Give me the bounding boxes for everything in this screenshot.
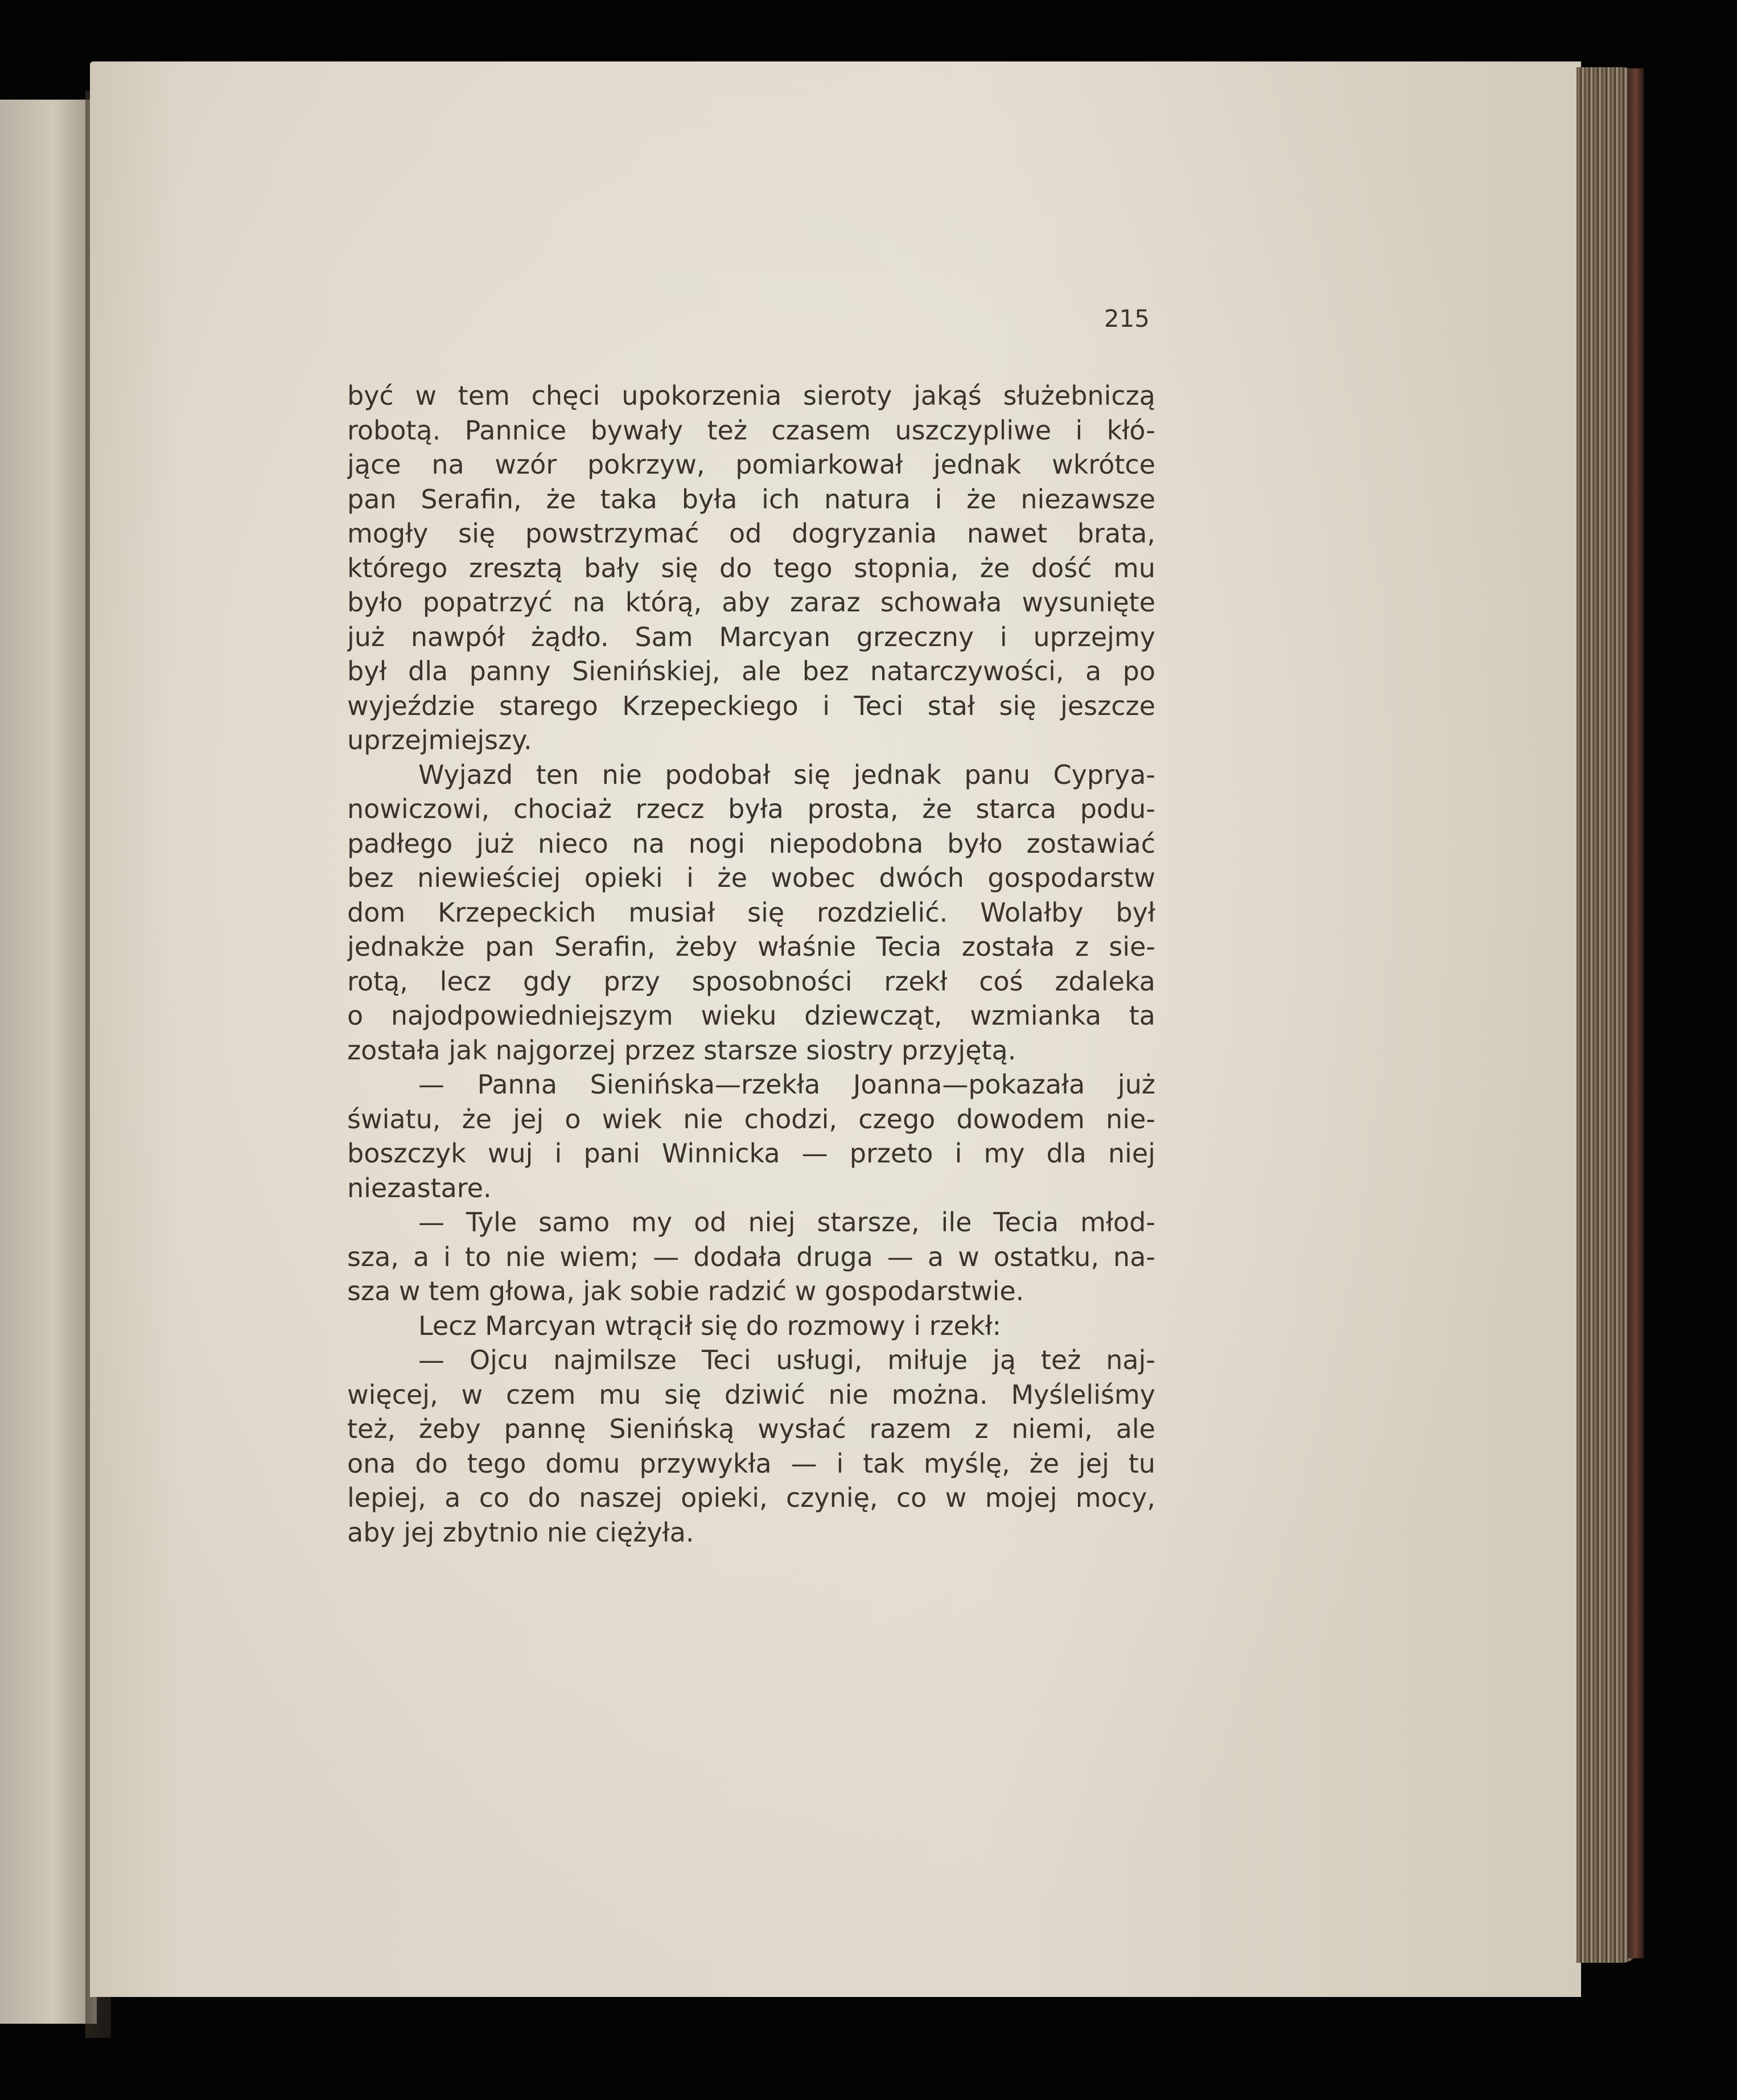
text-line: więcej, w czem mu się dziwić nie można. Myśleliśmy (347, 1379, 1155, 1410)
text-line: o najodpowiedniejszym wieku dziewcząt, wzmianka ta (347, 1000, 1155, 1031)
text-line: niezastare. (347, 1172, 492, 1203)
body-text (347, 379, 1155, 1550)
text-line: robotą. Pannice bywały też czasem uszczypliwe i kłó- (347, 414, 1155, 446)
text-line: sza w tem głowa, jak sobie radzić w gospodarstwie. (347, 1276, 1024, 1306)
text-line: też, żeby pannę Sienińską wysłać razem z niemi, ale (347, 1413, 1155, 1444)
text-line: została jak najgorzej przez starsze siostry przyjętą. (347, 1034, 1016, 1066)
left-page-edge (0, 100, 97, 2024)
text-line: uprzejmiejszy. (347, 725, 532, 755)
text-line: aby jej zbytnio nie ciężyła. (347, 1517, 694, 1548)
text-line: być w tem chęci upokorzenia sieroty jakąś służebniczą (347, 380, 1155, 411)
text-line: którego zresztą bały się do tego stopnia, że dość mu (347, 552, 1155, 583)
text-line: był dla panny Sienińskiej, ale bez natarczywości, a po (347, 656, 1155, 687)
text-line: bez niewieściej opieki i że wobec dwóch gospodarstw (347, 862, 1155, 893)
text-line: jące na wzór pokrzyw, pomiarkował jednak wkrótce (347, 449, 1155, 480)
text-line: ona do tego domu przywykła — i tak myślę, że jej tu (347, 1448, 1155, 1479)
text-line: — Ojcu najmilsze Teci usługi, miłuje ją też naj- (418, 1345, 1155, 1375)
text-line: Wyjazd ten nie podobał się jednak panu Cyprya- (418, 759, 1155, 790)
book-cover-edge (1628, 68, 1644, 1958)
text-line: dom Krzepeckich musiał się rozdzielić. Wolałby był (347, 897, 1155, 928)
text-line: pan Serafin, że taka była ich natura i że niezawsze (347, 483, 1155, 515)
text-line: — Tyle samo my od niej starsze, ile Tecia młod- (418, 1207, 1155, 1238)
text-line: wyjeździe starego Krzepeckiego i Teci stał się jeszcze (347, 690, 1155, 721)
text-line: — Panna Sienińska—rzekła Joanna—pokazała już (418, 1069, 1155, 1100)
text-line: boszczyk wuj i pani Winnicka — przeto i my dla niej (347, 1138, 1155, 1169)
text-line: sza, a i to nie wiem; — dodała druga — a w ostatku, na- (347, 1241, 1155, 1272)
text-line: nowiczowi, chociaż rzecz była prosta, że starca podu- (347, 794, 1155, 824)
text-line: Lecz Marcyan wtrącił się do rozmowy i rzekł: (418, 1310, 1002, 1341)
page-number: 215 (1104, 305, 1150, 332)
text-line: lepiej, a co do naszej opieki, czynię, co w mojej mocy, (347, 1482, 1155, 1513)
text-line: światu, że jej o wiek nie chodzi, czego dowodem nie- (347, 1103, 1155, 1135)
text-line: padłego już nieco na nogi niepodobna było zostawiać (347, 828, 1155, 859)
text-line: było popatrzyć na którą, aby zaraz schowała wysunięte (347, 587, 1155, 618)
text-line: jednakże pan Serafin, żeby właśnie Tecia została z sie- (347, 931, 1155, 962)
text-line: mogły się powstrzymać od dogryzania nawet brata, (347, 518, 1155, 549)
text-line: rotą, lecz gdy przy sposobności rzekł coś zdaleka (347, 965, 1155, 997)
text-line: już nawpół żądło. Sam Marcyan grzeczny i uprzejmy (347, 621, 1155, 652)
